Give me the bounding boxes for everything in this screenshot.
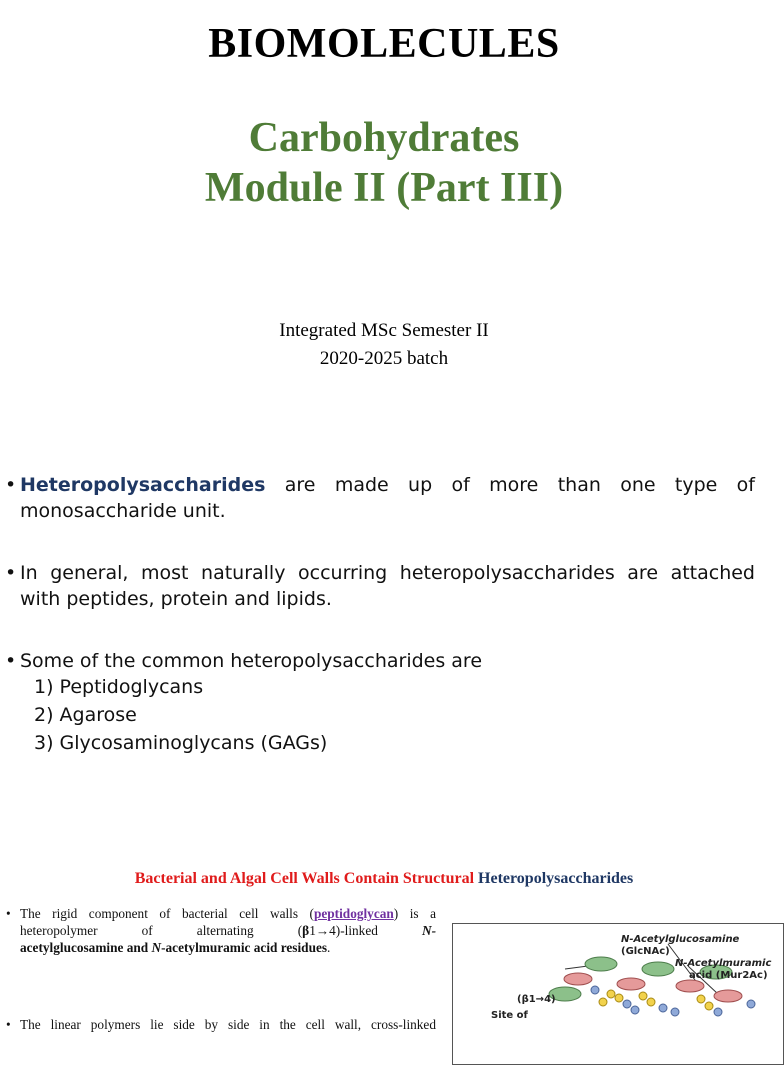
peptidoglycan-diagram [453,924,783,1064]
list-item-agarose: 2) Agarose [34,704,137,726]
peptidoglycan-link[interactable]: peptidoglycan [313,906,394,921]
text-fragment: -acetylmuramic acid residues [161,940,328,955]
list-item-gags: 3) Glycosaminoglycans (GAGs) [34,732,328,754]
mur2ac-sugar-icon [676,980,704,992]
mur2ac-sugar-icon [714,990,742,1002]
course-name: Integrated MSc Semester II [279,320,489,341]
bullet-text: are made up of more than one type of monosaccharide unit. [20,474,755,522]
bullet-dot-icon: • [5,562,17,584]
figure-label: N-Acetylmuramic [675,958,772,969]
mur2ac-sugar-icon [617,978,645,990]
figure-label: Site of [491,1010,528,1021]
subtitle-line-1: Carbohydrates [248,115,520,161]
subtitle-line-2: Module II (Part III) [204,165,564,211]
slide-heading [0,870,768,888]
cell-wall-slide [0,853,772,1032]
content-slide [0,425,768,853]
bullet-dot-icon: • [6,1017,11,1032]
heading-red-part: Bacterial and Algal Cell Walls Contain Structural [134,870,479,887]
bullet-dot-icon: • [6,906,11,921]
peptide-chain [599,990,713,1010]
bullet-text: The linear polymers lie side by side in the cell wall, cross-linked [20,1017,436,1032]
text-fragment: heteropolymer of alternating ( [20,923,303,938]
bullet-dot-icon: • [5,650,17,672]
text-fragment: 1→4)-linked [309,923,422,938]
bullet-text: Some of the common heteropolysaccharides are [20,650,483,672]
heading-blue-part: Heteropolysaccharides [478,870,634,887]
figure-label: (β1→4) [517,994,556,1005]
glcnac-sugar-icon [585,957,617,971]
text-fragment: acetylglucosamine and [20,940,152,955]
batch-info: 2020-2025 batch [319,348,449,369]
main-title: BIOMOLECULES [208,21,560,67]
figure-label: (GlcNAc) [621,946,670,957]
bullet-dot-icon: • [5,474,17,496]
bullet-text: In general, most naturally occurring heteropolysaccharides are attached with peptides, protein and lipids. [20,562,755,610]
text-fragment: The rigid component of bacterial cell walls ( [20,906,314,921]
figure-label: acid (Mur2Ac) [689,970,768,981]
beta-symbol: β [302,923,310,938]
keyword-heteropolysaccharides: Heteropolysaccharides [20,474,266,496]
mur2ac-sugar-icon [564,973,592,985]
bullet-peptidoglycan [0,905,436,965]
title-slide [0,0,768,425]
text-fragment: N- [421,923,436,938]
text-fragment: . [327,940,331,955]
peptidoglycan-structure-figure [452,923,784,1065]
list-item-peptidoglycans: 1) Peptidoglycans [34,676,204,698]
glcnac-sugar-icon [642,962,674,976]
pointer-line [565,966,588,969]
text-fragment: ) is a [393,906,436,921]
figure-label: N-Acetylglucosamine [621,934,740,945]
text-fragment: N [151,940,162,955]
